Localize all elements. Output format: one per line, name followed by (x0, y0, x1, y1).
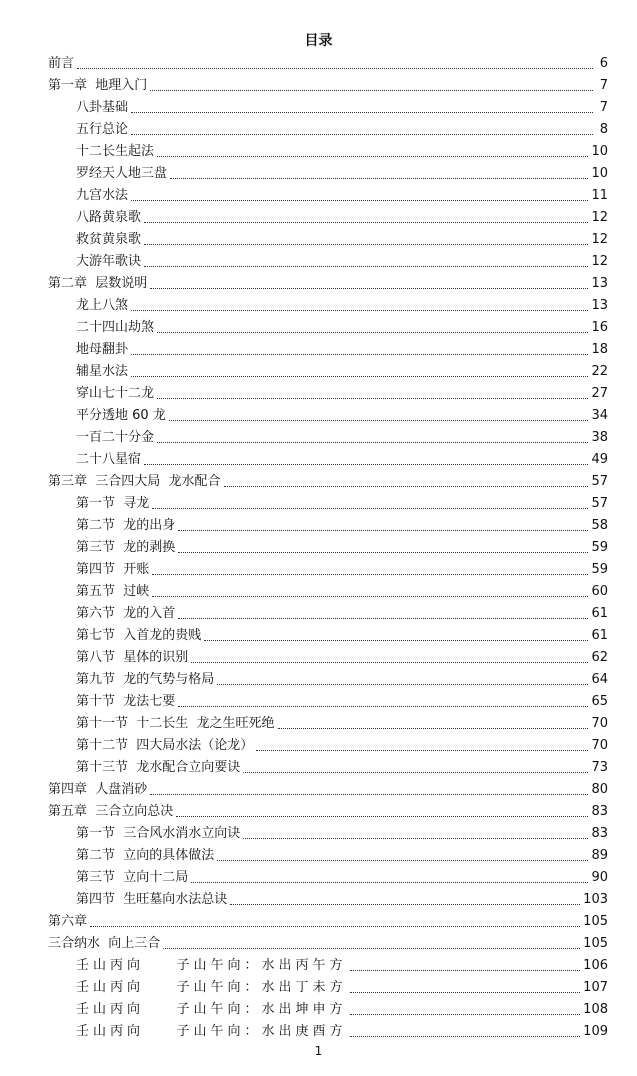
toc-entry[interactable] (48, 273, 608, 295)
toc-entry-page: 34 (591, 408, 608, 423)
toc-entry-label: 第五节 过峡 (76, 584, 150, 599)
dot-leader (178, 552, 588, 553)
toc-entry[interactable] (48, 515, 608, 537)
dot-leader (150, 794, 588, 795)
toc-entry[interactable] (48, 449, 608, 471)
toc-entry-page: 10 (591, 166, 608, 181)
table-of-contents (48, 53, 608, 1043)
toc-entry[interactable] (48, 537, 608, 559)
toc-entry-page: 62 (591, 650, 608, 665)
toc-entry-page: 7 (599, 78, 608, 93)
toc-entry-page: 107 (583, 980, 608, 995)
dot-leader (243, 772, 588, 773)
toc-entry-page: 13 (591, 276, 608, 291)
dot-leader (350, 1036, 581, 1037)
toc-entry-label: 第一节 三合风水消水立向诀 (76, 826, 241, 841)
toc-entry-label: 辅星水法 (76, 364, 129, 379)
dot-leader (144, 266, 588, 267)
dot-leader (131, 376, 588, 377)
toc-entry[interactable] (48, 405, 608, 427)
toc-entry[interactable] (48, 317, 608, 339)
toc-entry-page: 38 (591, 430, 608, 445)
toc-entry[interactable] (48, 977, 608, 999)
dot-leader (256, 750, 588, 751)
toc-entry-page: 109 (583, 1024, 608, 1039)
toc-entry[interactable] (48, 141, 608, 163)
dot-leader (191, 882, 588, 883)
dot-leader (243, 838, 588, 839)
toc-entry-label: 壬山丙向 子山午向：水出丁未方 (76, 980, 347, 995)
toc-entry[interactable] (48, 779, 608, 801)
toc-entry-label: 第十二节 四大局水法（论龙） (76, 738, 254, 753)
toc-entry-page: 49 (591, 452, 608, 467)
dot-leader (77, 68, 593, 69)
toc-entry-page: 65 (591, 694, 608, 709)
dot-leader (131, 200, 588, 201)
toc-entry-label: 壬山丙向 子山午向：水出庚酉方 (76, 1024, 347, 1039)
dot-leader (157, 442, 588, 443)
toc-entry[interactable] (48, 955, 608, 977)
dot-leader (131, 354, 588, 355)
dot-leader (224, 486, 589, 487)
dot-leader (191, 662, 588, 663)
toc-entry-page: 8 (599, 122, 608, 137)
toc-entry-label: 第六章 (48, 914, 88, 929)
toc-entry-label: 第四章 人盘消砂 (48, 782, 148, 797)
toc-entry-page: 103 (583, 892, 608, 907)
toc-entry-label: 第二章 层数说明 (48, 276, 148, 291)
toc-entry-page: 105 (583, 914, 608, 929)
toc-entry-page: 58 (591, 518, 608, 533)
toc-entry-page: 60 (591, 584, 608, 599)
toc-entry[interactable] (48, 603, 608, 625)
toc-entry[interactable] (48, 757, 608, 779)
toc-entry-page: 13 (591, 298, 608, 313)
toc-entry-label: 第六节 龙的入首 (76, 606, 176, 621)
toc-entry[interactable] (48, 97, 608, 119)
dot-leader (144, 244, 588, 245)
dot-leader (163, 948, 580, 949)
toc-entry-label: 第八节 星体的识别 (76, 650, 189, 665)
toc-entry[interactable] (48, 713, 608, 735)
toc-entry-label: 九宫水法 (76, 188, 129, 203)
toc-entry-page: 80 (591, 782, 608, 797)
toc-entry[interactable] (48, 735, 608, 757)
dot-leader (152, 574, 588, 575)
dot-leader (176, 816, 588, 817)
dot-leader (157, 332, 588, 333)
toc-entry-label: 壬山丙向 子山午向：水出丙午方 (76, 958, 347, 973)
toc-entry[interactable] (48, 493, 608, 515)
dot-leader (278, 728, 589, 729)
toc-entry-page: 12 (591, 210, 608, 225)
toc-entry[interactable] (48, 229, 608, 251)
toc-entry-label: 第二节 龙的出身 (76, 518, 176, 533)
toc-entry[interactable] (48, 75, 608, 97)
toc-entry-label: 前言 (48, 56, 75, 71)
dot-leader (170, 178, 588, 179)
dot-leader (144, 464, 588, 465)
dot-leader (150, 90, 593, 91)
toc-entry-page: 11 (591, 188, 608, 203)
dot-leader (350, 992, 581, 993)
toc-entry[interactable] (48, 471, 608, 493)
toc-entry-page: 70 (591, 738, 608, 753)
toc-entry-page: 90 (591, 870, 608, 885)
toc-entry-label: 平分透地 60 龙 (76, 408, 166, 423)
toc-entry-label: 第三节 立向十二局 (76, 870, 189, 885)
toc-entry-label: 第十节 龙法七要 (76, 694, 176, 709)
toc-entry[interactable] (48, 53, 608, 75)
dot-leader (144, 222, 588, 223)
toc-entry-label: 第九节 龙的气势与格局 (76, 672, 215, 687)
toc-entry-page: 7 (599, 100, 608, 115)
toc-entry[interactable] (48, 361, 608, 383)
toc-entry-page: 59 (591, 540, 608, 555)
toc-entry-page: 12 (591, 254, 608, 269)
dot-leader (204, 640, 588, 641)
toc-entry[interactable] (48, 581, 608, 603)
toc-entry-label: 第一章 地理入门 (48, 78, 148, 93)
toc-entry-label: 第十一节 十二长生 龙之生旺死绝 (76, 716, 275, 731)
toc-entry-page: 105 (583, 936, 608, 951)
toc-entry-page: 57 (591, 496, 608, 511)
toc-entry-page: 6 (599, 56, 608, 71)
toc-entry[interactable] (48, 801, 608, 823)
toc-entry-label: 八路黄泉歌 (76, 210, 142, 225)
toc-entry-label: 第十三节 龙水配合立向要诀 (76, 760, 241, 775)
toc-entry-page: 57 (591, 474, 608, 489)
toc-entry[interactable] (48, 207, 608, 229)
toc-entry-page: 12 (591, 232, 608, 247)
dot-leader (178, 706, 588, 707)
toc-entry[interactable] (48, 559, 608, 581)
toc-entry-label: 第四节 生旺墓向水法总诀 (76, 892, 228, 907)
dot-leader (230, 904, 580, 905)
toc-entry-label: 第一节 寻龙 (76, 496, 150, 511)
toc-entry-label: 十二长生起法 (76, 144, 155, 159)
toc-entry-label: 穿山七十二龙 (76, 386, 155, 401)
toc-entry-page: 83 (591, 804, 608, 819)
dot-leader (131, 112, 593, 113)
toc-entry-label: 二十四山劫煞 (76, 320, 155, 335)
dot-leader (152, 508, 588, 509)
toc-entry-page: 73 (591, 760, 608, 775)
dot-leader (150, 288, 588, 289)
toc-entry-label: 第三节 龙的剥换 (76, 540, 176, 555)
toc-entry-page: 59 (591, 562, 608, 577)
page-title: 目录 (304, 33, 333, 49)
toc-entry[interactable] (48, 845, 608, 867)
toc-entry-label: 第四节 开账 (76, 562, 150, 577)
toc-entry-page: 10 (591, 144, 608, 159)
toc-entry-label: 壬山丙向 子山午向：水出坤申方 (76, 1002, 347, 1017)
dot-leader (350, 1014, 581, 1015)
toc-entry-page: 70 (591, 716, 608, 731)
toc-entry[interactable] (48, 933, 608, 955)
toc-entry-label: 龙上八煞 (76, 298, 129, 313)
toc-entry[interactable] (48, 251, 608, 273)
toc-entry-page: 108 (583, 1002, 608, 1017)
toc-entry[interactable] (48, 383, 608, 405)
toc-entry[interactable] (48, 1021, 608, 1043)
toc-entry-page: 83 (591, 826, 608, 841)
page-number: 1 (314, 1044, 323, 1058)
toc-entry[interactable] (48, 339, 608, 361)
toc-entry-label: 二十八星宿 (76, 452, 142, 467)
dot-leader (131, 134, 593, 135)
toc-entry[interactable] (48, 867, 608, 889)
toc-entry-page: 64 (591, 672, 608, 687)
dot-leader (178, 618, 588, 619)
toc-entry[interactable] (48, 889, 608, 911)
toc-entry-label: 大游年歌诀 (76, 254, 142, 269)
toc-entry-label: 五行总论 (76, 122, 129, 137)
toc-entry[interactable] (48, 911, 608, 933)
toc-entry-label: 第二节 立向的具体做法 (76, 848, 215, 863)
toc-entry[interactable] (48, 119, 608, 141)
dot-leader (217, 860, 588, 861)
toc-entry[interactable] (48, 625, 608, 647)
toc-entry-page: 18 (591, 342, 608, 357)
toc-entry-label: 八卦基础 (76, 100, 129, 115)
dot-leader (217, 684, 588, 685)
toc-entry-page: 61 (591, 628, 608, 643)
toc-entry-label: 一百二十分金 (76, 430, 155, 445)
toc-entry-page: 22 (591, 364, 608, 379)
dot-leader (90, 926, 580, 927)
toc-entry[interactable] (48, 669, 608, 691)
toc-entry-page: 61 (591, 606, 608, 621)
dot-leader (178, 530, 588, 531)
toc-entry[interactable] (48, 185, 608, 207)
toc-entry-page: 89 (591, 848, 608, 863)
toc-entry[interactable] (48, 823, 608, 845)
toc-entry[interactable] (48, 427, 608, 449)
dot-leader (157, 398, 588, 399)
toc-entry-label: 第三章 三合四大局 龙水配合 (48, 474, 221, 489)
toc-entry-page: 27 (591, 386, 608, 401)
dot-leader (350, 970, 581, 971)
toc-entry[interactable] (48, 163, 608, 185)
dot-leader (152, 596, 588, 597)
toc-entry-label: 第五章 三合立向总决 (48, 804, 174, 819)
toc-entry-page: 106 (583, 958, 608, 973)
toc-entry-label: 第七节 入首龙的贵贱 (76, 628, 202, 643)
dot-leader (131, 310, 588, 311)
toc-entry[interactable] (48, 295, 608, 317)
toc-entry-label: 罗经天人地三盘 (76, 166, 168, 181)
toc-entry-page: 16 (591, 320, 608, 335)
toc-entry[interactable] (48, 647, 608, 669)
toc-entry[interactable] (48, 999, 608, 1021)
toc-entry[interactable] (48, 691, 608, 713)
toc-entry-label: 三合纳水 向上三合 (48, 936, 161, 951)
dot-leader (157, 156, 588, 157)
toc-entry-label: 救贫黄泉歌 (76, 232, 142, 247)
toc-entry-label: 地母翻卦 (76, 342, 129, 357)
dot-leader (169, 420, 589, 421)
